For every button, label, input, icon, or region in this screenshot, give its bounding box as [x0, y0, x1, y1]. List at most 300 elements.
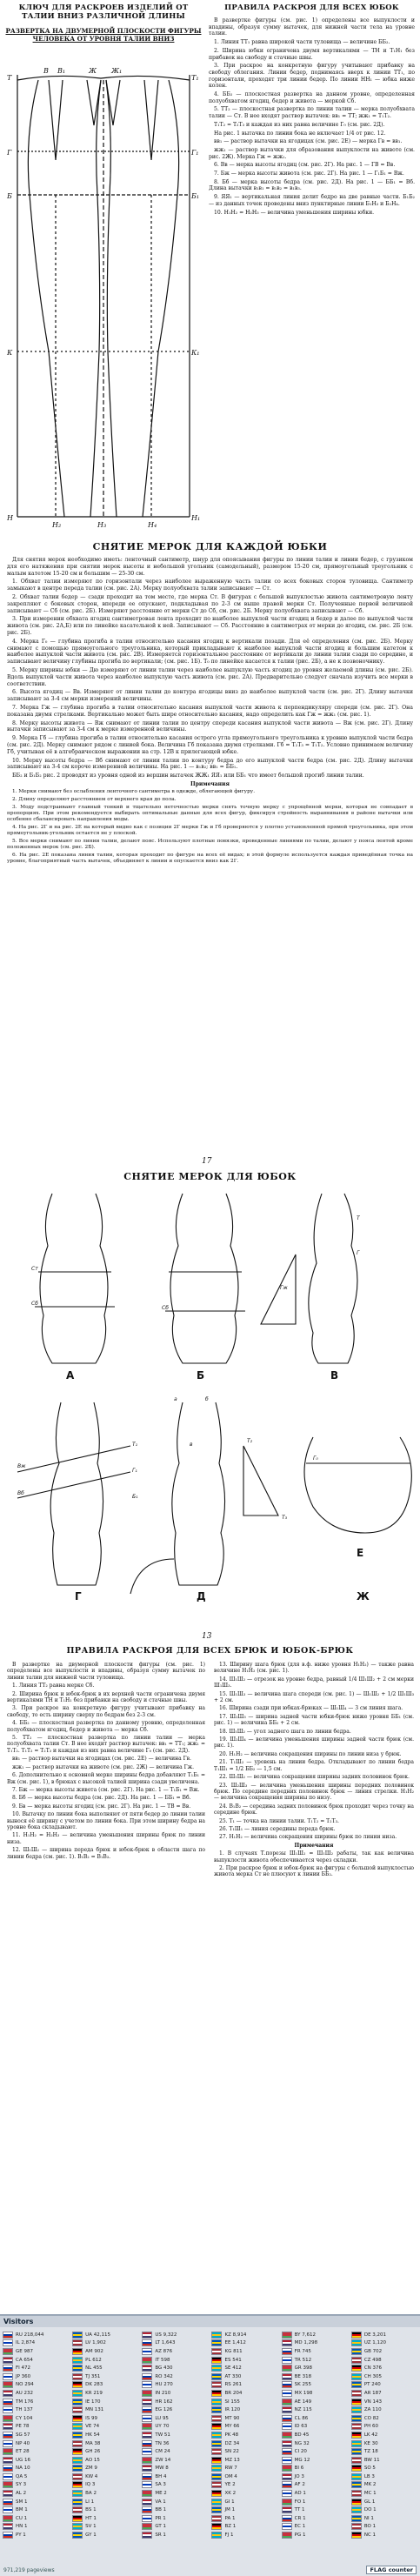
country-flag-icon [3, 2332, 13, 2338]
country-flag-icon [211, 2381, 222, 2388]
trousers-paragraph: 9. Бв — мерка высоты ягодиц (см. рис. 2Г). На рис. 1 — ТВ = Вв. [12, 1803, 191, 1810]
visitor-country-entry [282, 2389, 348, 2398]
country-flag-icon [3, 2399, 13, 2405]
country-flag-icon [72, 2357, 83, 2364]
country-flag-icon [142, 2406, 152, 2413]
visitor-country-entry [211, 2389, 277, 2398]
country-flag-icon [142, 2390, 152, 2397]
visitor-count-label: DK 283 [85, 2382, 103, 2388]
visitor-country-entry [211, 2439, 277, 2448]
country-flag-icon [282, 2332, 292, 2338]
visitor-count-label: PR 1 [155, 2515, 166, 2521]
country-flag-icon [282, 2432, 292, 2439]
country-flag-icon [211, 2399, 222, 2405]
visitor-count-label: CN 376 [363, 2365, 383, 2372]
key-title: КЛЮЧ ДЛЯ РАСКРОЕВ ИЗДЕЛИЙ ОТ ТАЛИИ ВНИЗ РАЗЛИЧНОЙ ДЛИНЫ [18, 3, 189, 21]
visitor-country-entry [282, 2531, 348, 2539]
visitor-count-label: AE 149 [294, 2399, 312, 2405]
visitor-country-entry [72, 2456, 138, 2465]
visitor-count-label: ZW 14 [155, 2457, 171, 2463]
country-flag-icon [72, 2490, 83, 2497]
visitor-country-entry [3, 2414, 69, 2423]
country-flag-icon [351, 2348, 362, 2355]
country-flag-icon [282, 2390, 292, 2397]
visitor-count-label: TJ 351 [85, 2373, 101, 2379]
visitor-count-label: ES 541 [224, 2357, 242, 2363]
country-flag-icon [142, 2432, 152, 2439]
svg-text:Н: Н [7, 514, 13, 522]
visitor-count-label: JP 360 [16, 2373, 31, 2379]
country-flag-icon [282, 2457, 292, 2464]
country-flag-icon [351, 2490, 362, 2497]
country-flag-icon [3, 2406, 13, 2413]
visitor-count-label: TT 1 [294, 2507, 305, 2513]
visitor-count-label: KG 811 [224, 2348, 243, 2354]
visitor-count-label: LK 42 [363, 2432, 378, 2438]
country-flag-icon [142, 2506, 152, 2513]
visitor-country-entry [3, 2472, 69, 2481]
country-flag-icon [142, 2473, 152, 2480]
country-flag-icon [351, 2390, 362, 2397]
country-flag-icon [142, 2532, 152, 2539]
visitor-count-label: TN 36 [155, 2440, 170, 2446]
visitor-country-entry [142, 2523, 208, 2532]
visitor-count-label: SR 1 [155, 2533, 166, 2539]
visitor-count-label: MX 198 [294, 2390, 313, 2396]
visitor-country-entry [351, 2364, 417, 2372]
visitor-country-entry [142, 2331, 208, 2339]
visitor-country-entry [282, 2456, 348, 2465]
country-flag-icon [211, 2481, 222, 2488]
measure-paragraph: 2. Обхват талии бедер — сзади проходит на том месте, где мерка Ст. В фигурах с большой выпуклостью живота сантиметровую ленту закрепляют с боковых сторон, впереди ее опускают, подкладывая по 2-3 см выше правой мерки Ст. Полученные первой величиной записывают — Сб (см. рис. 2Б). Измеряют расстояние от мерки Ст до Сб, см. рис. 2Б. Мерку полуобхвата записывают — Сб. [7, 593, 413, 614]
visitor-count-label: NP 40 [16, 2440, 30, 2446]
visitor-country-entry [211, 2514, 277, 2523]
visitor-country-entry [351, 2439, 417, 2448]
note-item: 5. Все мерки снимают по линии талии, делают пояс. Используют плотные повязки, проведенные линиями по талии, делают у пояса лентой кроме положенных мерок (см. рис. 2Б). [7, 838, 413, 850]
trousers-paragraph: 18. Ш₁Ш₂ — угол заднего шага по линии бедра. [219, 1728, 351, 1735]
trousers-paragraph: 7. Бж — мерка высоты живота (см. рис. 2Г). На рис. 1 — Т₁Б₁ = Вж. [12, 1786, 200, 1793]
country-flag-icon [3, 2506, 13, 2513]
country-flag-icon [3, 2339, 13, 2346]
country-flag-icon [3, 2373, 13, 2380]
visitor-country-entry [351, 2447, 417, 2456]
country-flag-icon [3, 2515, 13, 2522]
country-flag-icon [72, 2432, 83, 2439]
country-flag-icon [3, 2523, 13, 2530]
visitor-country-entry [351, 2423, 417, 2432]
visitor-count-label: BA 2 [85, 2491, 97, 2497]
visitor-country-entry [142, 2364, 208, 2372]
rule-paragraph: В развертке фигуры (см. рис. 1) определены все выпуклости и впадины, образуя сумму вытачек, для нижней части тела на уровне талии. [209, 17, 415, 37]
svg-text:Т: Т [7, 74, 12, 82]
visitor-count-label: ET 28 [16, 2449, 30, 2455]
country-flag-icon [72, 2348, 83, 2355]
visitor-country-entry [72, 2506, 138, 2514]
visitor-country-entry [3, 2514, 69, 2523]
visitor-count-label: BW 11 [363, 2457, 380, 2463]
visitor-count-label: MY 66 [224, 2424, 240, 2430]
visitor-country-entry [72, 2364, 138, 2372]
mark-t2: Т₂ [247, 1438, 253, 1444]
country-flag-icon [72, 2473, 83, 2480]
visitor-country-entry [142, 2389, 208, 2398]
visitor-country-entry [211, 2356, 277, 2365]
visitor-country-entry [3, 2439, 69, 2448]
measure-paragraph: 5. Мерку ширины юбки — Дю измеряют от линии талии через наиболее выпуклую часть ягодиц до уровня желаемой длины (см. рис. 2Б). Вдоль выпуклой части живота через наиболее выпуклую часть живота (см. рис. 2А). Предварительно следует сначала изучить все мерки в соответствии. [7, 666, 413, 687]
country-flag-icon [3, 2490, 13, 2497]
visitor-country-entry [211, 2381, 277, 2390]
trousers-note: 1. В случаях Т.порезы Ш₁Ш₂ = Ш₁Ш₂ рабаты, так как величина выпуклости живота обеспечивается через складки. [214, 1850, 414, 1863]
mark-b: б [205, 1396, 209, 1402]
visitor-country-entry [3, 2389, 69, 2398]
visitor-count-label: CY 104 [16, 2415, 33, 2421]
visitor-count-label: SO 5 [363, 2466, 376, 2472]
visitor-count-label: EG 126 [155, 2407, 173, 2413]
visitor-country-entry [3, 2405, 69, 2414]
visitor-count-label: VN 143 [363, 2399, 382, 2405]
svg-text:Ж: Ж [89, 67, 97, 75]
visitor-count-label: PY 1 [16, 2533, 26, 2539]
visitor-country-entry [142, 2481, 208, 2490]
visitor-count-label: RU 218,044 [16, 2332, 44, 2338]
trousers-paragraph: 27. Н₁Н₂ — величина сокращения ширины брюк по линии низа. [219, 1834, 397, 1841]
visitor-count-label: SA 3 [155, 2482, 166, 2488]
visitor-country-entry [211, 2364, 277, 2372]
rules-skirts-title: ПРАВИЛА РАСКРОЯ ДЛЯ ВСЕХ ЮБОК [224, 3, 399, 12]
visitors-flag-counter[interactable] [0, 2314, 420, 2576]
visitor-count-label: GR 398 [294, 2365, 312, 2372]
country-flag-icon [3, 2348, 13, 2355]
trousers-paragraph: 14. Ш₁Ш₂ — отрезок на уровне бедра, равный 1/4 Ш₁Ш₂ + 2 см мерки Ш₁Ш₃. [214, 1676, 414, 1689]
country-flag-icon [351, 2506, 362, 2513]
country-flag-icon [3, 2390, 13, 2397]
trousers-title: ПРАВИЛА РАСКРОЯ ДЛЯ ВСЕХ БРЮК И ЮБОК-БРЮК [66, 1646, 354, 1656]
country-flag-icon [72, 2523, 83, 2530]
visitor-count-label: IR 120 [224, 2407, 241, 2413]
country-flag-icon [351, 2373, 362, 2380]
visitor-country-entry [72, 2489, 138, 2498]
mark-gzh: Гж [280, 1285, 288, 1291]
key-subtitle: РАЗВЕРТКА НА ДВУМЕРНОЙ ПЛОСКОСТИ ФИГУРЫ ЧЕЛОВЕКА ОТ УРОВНЯ ТАЛИИ ВНИЗ [5, 27, 202, 43]
country-flag-icon [211, 2373, 222, 2380]
country-flag-icon [142, 2373, 152, 2380]
country-flag-icon [282, 2381, 292, 2388]
country-flag-icon [142, 2332, 152, 2338]
visitor-count-label: CR 1 [294, 2515, 306, 2521]
country-flag-icon [211, 2390, 222, 2397]
svg-text:Т₁: Т₁ [191, 74, 199, 82]
visitor-count-label: AL 2 [16, 2491, 27, 2497]
country-flag-icon [72, 2381, 83, 2388]
visitor-count-label: GB 702 [363, 2348, 383, 2354]
visitor-country-entry [142, 2506, 208, 2514]
rule-paragraph: 4. ББ₂ — плоскостная развертка на данном уровне, определенная полуобхватом ягодиц, бедер и живота — меркой Сб. [209, 91, 415, 104]
visitor-country-entry [351, 2398, 417, 2406]
visitor-country-entry [142, 2456, 208, 2465]
visitor-count-label: RS 261 [224, 2382, 243, 2388]
visitor-country-entry [142, 2356, 208, 2365]
notes-text [7, 789, 413, 865]
country-flag-icon [3, 2381, 13, 2388]
visitor-country-entry [351, 2389, 417, 2398]
visitor-country-entry [351, 2498, 417, 2506]
visitor-count-label: PA 1 [224, 2515, 236, 2521]
trousers-paragraph: 12. Ш₁Ш₂ — ширина переда брюк и юбок-брюк в области шага по линии бедра (см. рис. 1). В₁В₂ = В₁В₃. [7, 1847, 205, 1860]
visitor-count-label: LT 1,643 [155, 2340, 176, 2346]
visitor-country-entry [211, 2331, 277, 2339]
visitor-count-label: GI 1 [224, 2499, 235, 2505]
visitor-country-entry [351, 2472, 417, 2481]
country-flag-icon [282, 2406, 292, 2413]
visitor-count-label: PH 60 [363, 2424, 379, 2430]
trousers-paragraph: 5. ТТ₂ — плоскостная развертка по линии талии — мерка полуобхвата талии Ст. В нее входит раствор вытачек: вв₁ = ТТ₁; жж₁ = Т₁Т₂. Т₁Т₂ = Т₂Т₃ и каждая из них равна величине Г₀ (см. рис. 2Д). [7, 1735, 205, 1754]
country-flag-icon [142, 2423, 152, 2430]
country-flag-icon [282, 2448, 292, 2455]
visitor-country-entry [72, 2523, 138, 2532]
rule-paragraph: 7. Бж — мерка высоты живота (см. рис. 2Г). На рис. 1 — Г₁Б₁ = Вж. [214, 171, 404, 177]
visitor-country-entry [351, 2405, 417, 2414]
visitor-count-label: AZ 876 [155, 2348, 173, 2354]
visitor-count-label: GY 1 [85, 2533, 97, 2539]
visitor-count-label: PL 612 [85, 2357, 102, 2363]
visitor-country-entry [282, 2465, 348, 2473]
trousers-paragraph: 4. ББ₂ — плоскостная развертка по данному уровню, определенная полуобхватом ягодиц, бедер и живота — мерка Сб. [7, 1720, 205, 1733]
visitor-country-entry [3, 2498, 69, 2506]
visitor-count-label: DZ 34 [224, 2440, 240, 2446]
svg-text:К: К [7, 349, 13, 357]
svg-text:Б: Б [7, 192, 12, 200]
country-flag-icon [142, 2499, 152, 2506]
visitor-country-entry [3, 2431, 69, 2439]
visitor-country-entry [282, 2506, 348, 2514]
country-flag-icon [351, 2432, 362, 2439]
figure-2-measurement-sketches [0, 1185, 420, 1602]
trousers-paragraph: 2. Ширина брюк и юбок-брюк в их верхней части ограничена двумя вертикалями ТН и Т₁Н₁ без прибавки на свободу и стачные швы. [7, 1690, 205, 1704]
visitor-country-entry [351, 2347, 417, 2356]
visitor-count-label: FO 1 [294, 2499, 306, 2505]
rule-paragraph: жж₁ — раствор вытачки для образования выпуклости на животе (см. рис. 2Ж). Мерка Гж = жж₁. [209, 146, 415, 160]
rule-paragraph: На рис. 1 вытачка по линии бока не включает 1/4 от рис. 12. [214, 130, 386, 137]
visitor-country-entry [3, 2398, 69, 2406]
mark-vzh: Вж [17, 1463, 26, 1469]
visitor-count-label: AT 330 [224, 2373, 242, 2379]
country-flag-icon [3, 2357, 13, 2364]
svg-text:Г₁: Г₁ [191, 149, 199, 157]
visitor-country-entry [211, 2347, 277, 2356]
visitor-count-label: MA 38 [85, 2440, 101, 2446]
visitor-country-entry [282, 2481, 348, 2490]
country-flag-icon [3, 2448, 13, 2455]
trousers-paragraph: 11. Н₁Н₂ = Н₂Н₃ — величина уменьшения ширины брюк по линии низа. [7, 1832, 205, 1845]
country-flag-icon [72, 2532, 83, 2539]
visitor-count-label: BY 7,612 [294, 2332, 316, 2338]
visitor-count-label: NZ 115 [294, 2407, 312, 2413]
country-flag-icon [142, 2440, 152, 2447]
visitor-country-entry [282, 2347, 348, 2356]
country-flag-icon [282, 2440, 292, 2447]
measure-paragraph: 8. Мерку высоты живота — Вж снимают от линии талии по центру спереди касания выпуклой части живота — Вж (см. рис. 2Г). Длину вытачки записывают за 3-4 см к мерке измеренной величины. [7, 719, 413, 733]
visitor-country-entry [282, 2447, 348, 2456]
rule-paragraph: 2. Ширина юбки ограничена двумя вертикалями — ТН и Т₁Н₁ без прибавок на свободу и стачные швы. [209, 47, 415, 61]
rule-paragraph: 8. Бб — мерка высоты бедра (см. рис. 2Д). На рис. 1 — ББ₁ = Вб. Длина вытачки в₁в₁ = в₁в₂ = в₁в₃. [209, 178, 415, 192]
visitor-count-label: PT 240 [363, 2382, 381, 2388]
visitor-count-label: MC 1 [363, 2491, 377, 2497]
visitor-count-label: XK 2 [224, 2491, 237, 2497]
visitor-count-label: BM 1 [16, 2507, 28, 2513]
mark-t3: Т₃ [282, 1515, 288, 1521]
visitor-country-entry [211, 2372, 277, 2381]
country-flag-icon [211, 2499, 222, 2506]
note-item: 2. Длину определяют расстоянием от верхнего края до пола. [12, 796, 177, 802]
note-item: 1. Мерки снимают без ослабления ленточного сантиметра в одежде, облегающей фигуру. [12, 788, 256, 794]
visitor-count-label: HT 1 [85, 2515, 97, 2521]
country-flag-icon [3, 2415, 13, 2422]
measure-paragraph: 3. При измерении обхвата ягодиц сантиметровая лента проходит по наиболее выпуклой части ягодиц и бедер и далее по выпуклой части живота (см. рис. 2А,Б) или по линейке касательной к ней. Записывают — Сб. Расстояние в сантиметрах от мерки до ягодиц, см. рис. 2Б (см. рис. 2Б). [7, 616, 413, 636]
visitor-count-label: KZ 8,914 [224, 2332, 247, 2338]
fig2-label-b: Б [197, 1369, 205, 1382]
trousers-paragraph: В развертке на двумерной плоскости фигуры (см. рис. 1) определены все выпуклости и впадины, образуя сумму вытачек по линии талии для нижней части туловища. [7, 1662, 205, 1681]
country-flag-icon [282, 2490, 292, 2497]
country-flag-icon [142, 2348, 152, 2355]
visitor-country-entry [282, 2431, 348, 2439]
visitor-count-label: ZM 9 [85, 2466, 97, 2472]
rule-paragraph: 6. Вв — мерка высоты ягодиц (см. рис. 2Г). На рис. 1 — ГВ = Вв. [214, 162, 396, 169]
visitor-country-entry [351, 2414, 417, 2423]
measure-paragraph: 1. Обхват талии измеряют по горизонтали через наиболее выраженную часть талии со всех боковых сторон туловища. Сантиметр замыкают в центре переда талии (см. рис. 2А). Мерку полуобхвата талии записывают — Ст. [7, 579, 413, 592]
visitor-count-label: VA 1 [155, 2499, 166, 2505]
country-flag-icon [72, 2390, 83, 2397]
fig2-label-zh: Ж [357, 1590, 370, 1602]
visitor-count-label: AF 2 [294, 2482, 305, 2488]
key-header [5, 3, 202, 43]
visitor-country-entry [282, 2498, 348, 2506]
mark-g: Г [357, 1250, 360, 1256]
visitor-country-entry [142, 2514, 208, 2523]
visitor-country-entry [72, 2398, 138, 2406]
visitor-count-label: PE 78 [16, 2424, 30, 2430]
trousers-paragraph: 15. Ш₁Ш₃ — величина шага спереди (см. рис. 1) — Ш₁Ш₂ + 1/2 Ш₁Ш₃ + 2 см. [214, 1690, 414, 1704]
svg-text:В: В [43, 67, 49, 75]
country-flag-icon [282, 2515, 292, 2522]
visitor-country-entry [3, 2372, 69, 2381]
visitor-count-label: SG 57 [16, 2432, 30, 2438]
country-flag-icon [3, 2481, 13, 2488]
visitor-count-label: GT 1 [155, 2524, 167, 2530]
country-flag-icon [72, 2457, 83, 2464]
country-flag-icon [351, 2473, 362, 2480]
visitor-country-entry [351, 2481, 417, 2490]
visitor-country-entry [351, 2372, 417, 2381]
visitor-country-entry [351, 2531, 417, 2539]
visitor-count-label: IS 99 [85, 2415, 98, 2421]
country-flag-icon [282, 2339, 292, 2346]
country-flag-icon [142, 2365, 152, 2372]
visitor-count-label: RW 7 [224, 2466, 237, 2472]
visitor-count-label: GL 1 [363, 2499, 376, 2505]
mark-t: Т [357, 1215, 360, 1221]
visitor-count-label: IL 2,874 [16, 2340, 36, 2346]
country-flag-icon [3, 2473, 13, 2480]
visitor-country-entry [351, 2465, 417, 2473]
svg-text:Н₄: Н₄ [148, 521, 157, 529]
country-flag-icon [351, 2465, 362, 2472]
visitor-count-label: HK 54 [85, 2432, 100, 2438]
trousers-paragraph: 1. Линия ТТ₂ равна мерке Сб. [12, 1683, 95, 1689]
rules-skirts-column [209, 3, 415, 217]
visitor-count-label: CL 86 [294, 2415, 309, 2421]
mark-v: в [190, 1442, 193, 1448]
visitor-country-entry [142, 2472, 208, 2481]
flag-counter-badge[interactable]: FLAG counter [366, 2566, 417, 2574]
visitor-count-label: MT 90 [224, 2415, 240, 2421]
visitor-country-entry [282, 2472, 348, 2481]
country-flag-icon [351, 2365, 362, 2372]
visitor-count-label: TR 512 [294, 2357, 312, 2363]
visitor-country-entry [72, 2331, 138, 2339]
visitor-count-label: NL 455 [85, 2365, 103, 2372]
country-flag-icon [282, 2523, 292, 2530]
note-item: 3. Моду подстраивают главный тонкий и тщательно неточностью мерки снять точную мерку с упрощённой мерки, которая не совпадает в пропорциях. При этом рекомендуется выбирать оптимальные данные для всех фигур, фиксируя стройность выравнивания в районе вытачки или особенно сбалансировать направления моды. [7, 804, 413, 822]
country-flag-icon [142, 2415, 152, 2422]
visitor-count-label: CO 82 [363, 2415, 379, 2421]
rules-skirts-text [209, 17, 415, 216]
visitor-country-entry [142, 2347, 208, 2356]
visitor-country-entry [282, 2331, 348, 2339]
visitor-country-entry [351, 2339, 417, 2348]
country-flag-icon [351, 2499, 362, 2506]
country-flag-icon [211, 2515, 222, 2522]
visitor-count-label: GH 26 [85, 2449, 101, 2455]
trousers-paragraph: 17. Ш₂Ш₃ — ширина задней части юбки-брюк ниже уровня ББ₁ (см. рис. 1) — величина ББ₂ + 2 см. [214, 1713, 414, 1727]
country-flag-icon [72, 2399, 83, 2405]
country-flag-icon [351, 2406, 362, 2413]
visitor-country-entry [211, 2431, 277, 2439]
visitor-count-label: MN 131 [85, 2407, 104, 2413]
country-flag-icon [211, 2406, 222, 2413]
country-flag-icon [211, 2490, 222, 2497]
visitor-count-label: SM 1 [16, 2499, 28, 2505]
country-flag-icon [211, 2506, 222, 2513]
country-flag-icon [142, 2465, 152, 2472]
country-flag-icon [282, 2348, 292, 2355]
visitor-count-label: TW 51 [155, 2432, 170, 2438]
visitor-count-label: PK 48 [224, 2432, 239, 2438]
visitor-count-label: LV 1,902 [85, 2340, 106, 2346]
notes-heading: Примечания [190, 780, 230, 787]
visitor-country-entry [3, 2506, 69, 2514]
rule-paragraph: 9. ЯЯ₁ — вертикальная линия делит бедро на две равные части. Б₁Б₂ — из данных точек проведены вниз пунктирные линии Б₁Н₃ и Б₂Н₄. [209, 194, 415, 207]
visitor-country-entry [72, 2514, 138, 2523]
visitor-country-entry [72, 2381, 138, 2390]
visitor-country-entry [72, 2472, 138, 2481]
visitor-country-entry [3, 2347, 69, 2356]
fig2-label-e: Е [357, 1547, 364, 1559]
country-flag-icon [72, 2481, 83, 2488]
country-flag-icon [211, 2457, 222, 2464]
country-flag-icon [142, 2339, 152, 2346]
visitor-count-label: TH 137 [16, 2407, 33, 2413]
country-flag-icon [142, 2457, 152, 2464]
visitor-country-entry [72, 2356, 138, 2365]
visitor-count-label: UA 42,115 [85, 2332, 110, 2338]
trousers-note: 2. При раскрое брюк и юбок-брюк на фигуры с большой выпуклостью живота мерка Ст не плюсуют к линии ББ₂. [214, 1864, 414, 1878]
visitor-count-label: JM 1 [224, 2507, 236, 2513]
country-flag-icon [211, 2523, 222, 2530]
country-flag-icon [142, 2481, 152, 2488]
visitor-count-label: CZ 498 [363, 2357, 382, 2363]
visitor-country-entry [3, 2356, 69, 2365]
visitor-count-label: CU 1 [16, 2515, 28, 2521]
